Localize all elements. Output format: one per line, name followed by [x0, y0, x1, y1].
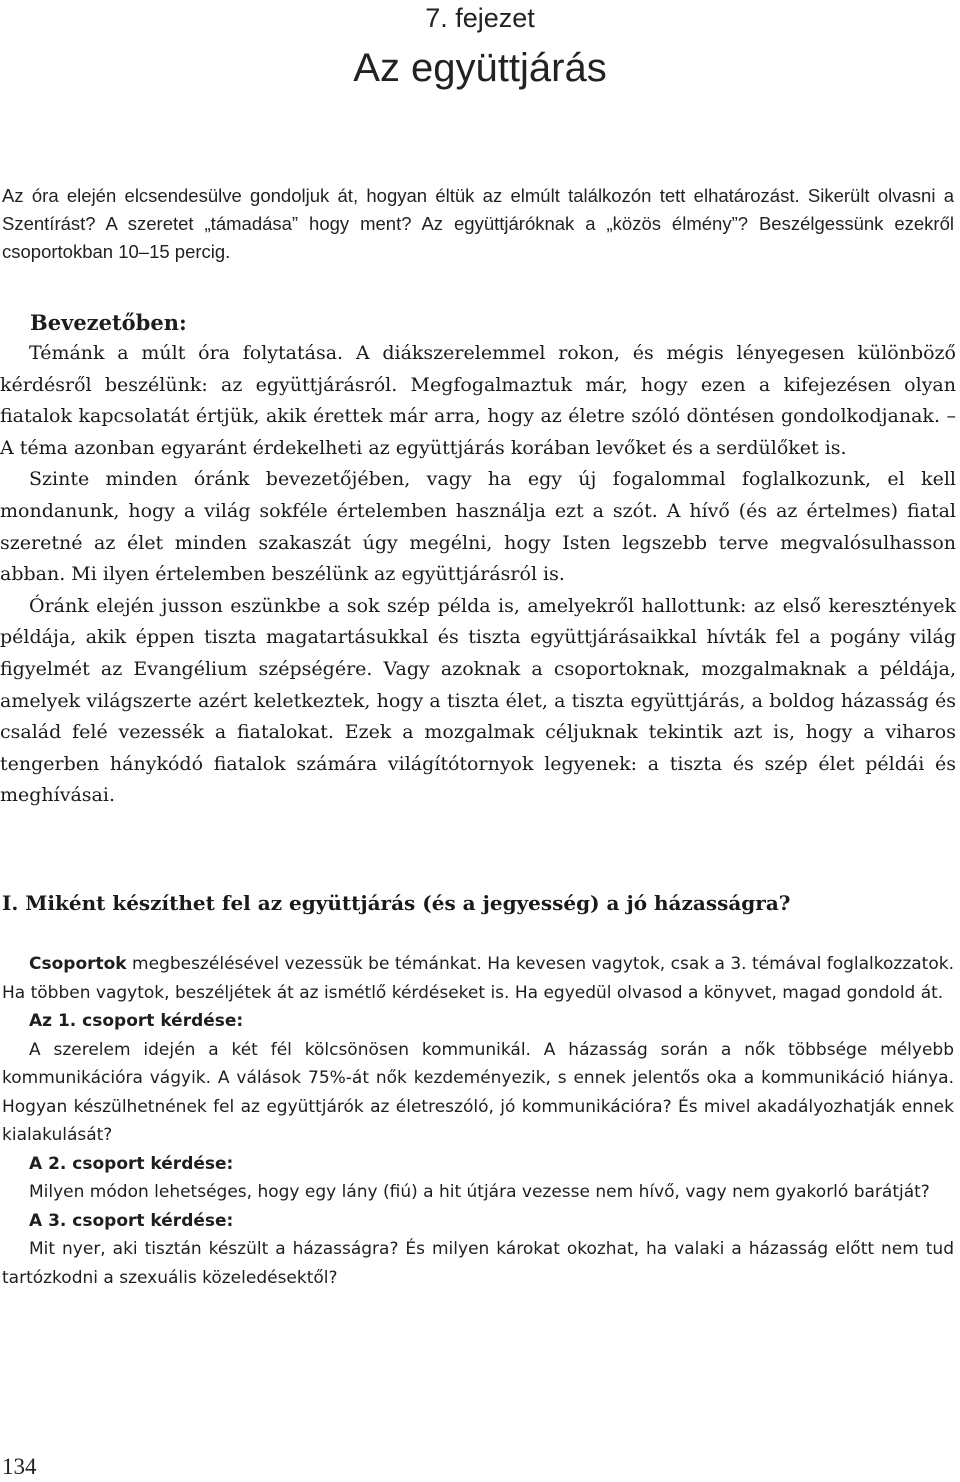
question-text-3: Mit nyer, aki tisztán készült a házasságra? És milyen károkat okozhat, ha valaki a házasság előtt nem tud tartózkodni a szexuális közeledésektől?	[2, 1239, 954, 1288]
chapter-number: 7. fejezet	[425, 3, 535, 33]
groups-lead-rest: megbeszélésével vezessük be témánkat. Ha kevesen vagytok, csak a 3. témával foglalkozzatok. Ha többen vagytok, beszéljétek át az ismétlő kérdéseket is. Ha egyedül olvasod a könyvet, magad gondold át.	[2, 954, 954, 1003]
intro-paragraph: Az óra elején elcsendesülve gondoljuk át, hogyan éltük az elmúlt találkozón tett elhatározást. Sikerült olvasni a Szentírást? A szeretet „támadása” hogy ment? Az együttjáróknak a „közös élmény”? Beszélgessünk ezekről csoportokban 10–15 percig.	[2, 185, 954, 262]
bevezeto-paragraph: Óránk elején jusson eszünkbe a sok szép példa is, amelyekről hallottunk: az első keresztények példája, akik éppen tiszta magatartásukkal és tiszta együttjárásaikkal hívták fel a pogány világ figyelmét az Evangélium szépségére. Vagy azoknak a csoportoknak, mozgalmaknak a példája, amelyek világszerte azért keletkeztek, hogy a tiszta élet, a tiszta együttjárás, a boldog házasság és család felé vezessék a fiatalokat. Ezek a mozgalmak céljuknak tekintik azt is, hogy a viharos tengerben hánykódó fiatalok számára világítótornyok legyenek: a tiszta és szép élet példái és meghívásai.	[0, 594, 956, 807]
question-text-1: A szerelem idején a két fél kölcsönösen kommunikál. A házasság során a nők többsége mélyebb kommunikációra vágyik. A válások 75%-át nők kezdeményezik, s ennek jelentős oka a kommunikáció hiánya. Hogyan készülhetnének fel az együttjárók az életreszóló, jó kommunikációra? És mivel akadályozhatják ennek kialakulását?	[2, 1039, 954, 1145]
bevezeto-paragraph: Témánk a múlt óra folytatása. A diákszerelemmel rokon, és mégis lényegesen különböző kérdésről beszélünk: az együttjárásról. Megfogalmaztuk már, hogy ezen a kifejezésen olyan fiatalok kapcsolatát értjük, akik érettek már arra, hogy az életre szóló döntésen gondolkodjanak. – A téma azonban egyaránt érdekelheti az együttjárás korában levőket és a serdülőket is.	[0, 342, 956, 459]
section-title: I. Miként készíthet fel az együttjárás (és a jegyesség) a jó házasságra?	[2, 891, 791, 915]
question-heading-2: A 2. csoport kérdése:	[29, 1153, 234, 1174]
bevezeto-paragraph: Szinte minden óránk bevezetőjében, vagy ha egy új fogalommal foglalkozunk, el kell mondanunk, hogy a világ sokféle értelemben használja ezt a szót. A hívő (és az értelmes) fiatal szeretné az élet minden szakaszát úgy megélni, hogy Isten legszebb terve megvalósulhasson abban. Mi ilyen értelemben beszélünk az együttjárásról is.	[0, 468, 956, 586]
bevezeto-body	[0, 338, 956, 812]
question-text-2: Milyen módon lehetséges, hogy egy lány (fiú) a hit útjára vezesse nem hívő, vagy nem gyakorló barátját?	[29, 1182, 930, 1202]
groups-intro	[2, 950, 954, 1007]
page-number: 134	[2, 1454, 37, 1479]
question-heading-3: A 3. csoport kérdése:	[29, 1210, 234, 1231]
groups-lead-bold: Csoportok	[29, 954, 127, 974]
group-discussion	[2, 950, 954, 1292]
chapter-title: Az együttjárás	[353, 46, 607, 90]
bevezeto-heading: Bevezetőben:	[30, 310, 187, 335]
question-heading-1: Az 1. csoport kérdése:	[29, 1011, 244, 1031]
